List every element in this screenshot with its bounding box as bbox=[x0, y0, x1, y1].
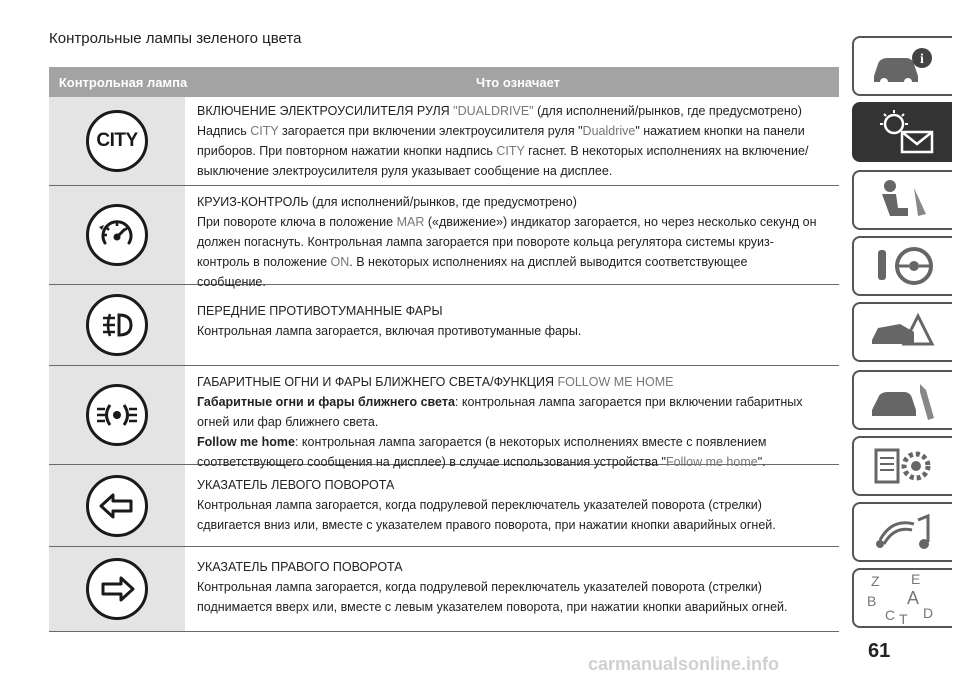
index-letter: B bbox=[867, 593, 877, 609]
description-cell: УКАЗАТЕЛЬ ПРАВОГО ПОВОРОТА Контрольная лампа загорается, когда подрулевой переключатель указателей поворота (стрелки) поднимается вверх или, вместе с левым указателем поворота, при нажатии кнопки аварийных огней. bbox=[197, 560, 788, 614]
multimedia-icon bbox=[868, 510, 938, 554]
table-row bbox=[49, 186, 839, 289]
table-row bbox=[49, 547, 839, 632]
side-lights-icon bbox=[86, 384, 148, 446]
car-service-icon bbox=[868, 378, 938, 422]
icon-cell bbox=[49, 97, 185, 185]
header-col-lamp: Контрольная лампа bbox=[58, 74, 188, 90]
seat-airbag-icon bbox=[868, 178, 938, 222]
table-row bbox=[49, 465, 839, 547]
chapter-sidebar bbox=[852, 36, 960, 640]
table-header bbox=[49, 67, 839, 97]
table-row bbox=[49, 285, 839, 366]
description-cell: УКАЗАТЕЛЬ ЛЕВОГО ПОВОРОТА Контрольная лампа загорается, когда подрулевой переключатель указателей поворота (стрелки) сдвигается вниз или, вместе с указателем правого поворота, при нажатии кнопки аварийных огней. bbox=[197, 478, 776, 532]
index-letter: C bbox=[885, 607, 896, 623]
description-cell: ПЕРЕДНИЕ ПРОТИВОТУМАННЫЕ ФАРЫ Контрольная лампа загорается, включая противотуманные фары. bbox=[197, 304, 582, 338]
car-breakdown-icon bbox=[868, 310, 938, 354]
warning-light-message-icon bbox=[868, 110, 938, 154]
front-fog-lamp-icon bbox=[86, 294, 148, 356]
technical-specs-icon bbox=[868, 444, 938, 488]
city-icon: CITY bbox=[86, 110, 148, 172]
left-turn-arrow-icon bbox=[86, 475, 148, 537]
index-letter: A bbox=[907, 588, 920, 608]
tab-technical-data[interactable] bbox=[852, 436, 952, 496]
icon-cell bbox=[49, 366, 185, 464]
watermark: carmanualsonline.info bbox=[588, 654, 780, 674]
index-letter: D bbox=[923, 605, 934, 621]
page-number: 61 bbox=[868, 640, 891, 662]
icon-cell bbox=[49, 285, 185, 365]
right-turn-arrow-icon bbox=[86, 558, 148, 620]
key-steering-wheel-icon bbox=[868, 244, 938, 288]
car-info-icon bbox=[868, 44, 938, 88]
alphabetical-index-icon bbox=[863, 570, 943, 626]
table-row bbox=[49, 97, 839, 186]
table-row bbox=[49, 366, 839, 469]
cruise-control-icon bbox=[86, 204, 148, 266]
tab-car-info[interactable] bbox=[852, 36, 952, 96]
description-cell: КРУИЗ-КОНТРОЛЬ (для исполнений/рынков, где предусмотрено) При повороте ключа в положение MAR («движение») индикатор загорается, но через несколько секунд он должен погаснуть. Контрольная лампа загорается при повороте кольца регулятора системы круиз- контроль в положение ON. В некоторых исполнениях на дисплей выводится соответствующее сообщение. bbox=[197, 195, 817, 289]
page-title: Контрольные лампы зеленого цвета bbox=[49, 30, 302, 47]
description-cell: ГАБАРИТНЫЕ ОГНИ И ФАРЫ БЛИЖНЕГО СВЕТА/ФУНКЦИЯ FOLLOW ME HOME Габаритные огни и фары ближнего света: контрольная лампа загорается при включении габаритных огней или фар ближнего света. Follow me home: контрольная лампа загорается (в некоторых исполнениях вместе с появлением соответствующего сообщения на дисплее) в случае использования устройства "Follow me home". bbox=[197, 375, 803, 469]
description-cell: ВКЛЮЧЕНИЕ ЭЛЕКТРОУСИЛИТЕЛЯ РУЛЯ "DUALDRIVE" (для исполнений/рынков, где предусмотрено) Надпись CITY загорается при включении электроусилителя руля "Dualdrive" нажатием кнопки на панели приборов. При повторном нажатии кнопки надпись CITY гаснет. В некоторых исполнениях на включение/ выключение электроусилителя руля указывает сообщение на дисплее. bbox=[197, 104, 809, 178]
header-col-meaning: Что означает bbox=[475, 74, 561, 90]
icon-cell bbox=[49, 547, 185, 631]
tab-index[interactable] bbox=[852, 568, 952, 628]
tab-maintenance[interactable] bbox=[852, 370, 952, 430]
icon-cell bbox=[49, 186, 185, 284]
tab-starting-driving[interactable] bbox=[852, 236, 952, 296]
index-letter: E bbox=[911, 571, 921, 587]
tab-warning-lights[interactable] bbox=[852, 102, 952, 162]
icon-cell bbox=[49, 465, 185, 546]
index-letter: Z bbox=[871, 573, 880, 589]
svg-text:i: i bbox=[920, 52, 924, 67]
tab-multimedia[interactable] bbox=[852, 502, 952, 562]
tab-safety[interactable] bbox=[852, 170, 952, 230]
index-letter: T bbox=[899, 611, 908, 626]
warning-lights-table bbox=[49, 67, 839, 632]
tab-emergency[interactable] bbox=[852, 302, 952, 362]
